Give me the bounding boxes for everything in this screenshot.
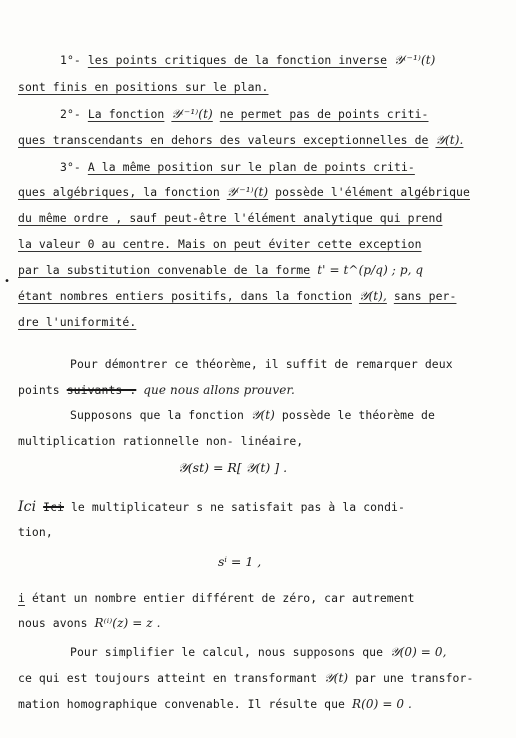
paragraph-3-text: le multiplicateur s ne satisfait pas à la condi-	[70, 500, 405, 514]
item-3-line-4: la valeur 0 au centre. Mais on peut éviter cette exception	[18, 237, 422, 251]
item-3-text-5a: par la substitution convenable de la forme	[18, 263, 311, 277]
item-2-line-1	[60, 106, 429, 122]
paragraph-5-handwritten-3: R(0) = 0 .	[351, 697, 412, 711]
item-3-line-2	[18, 184, 470, 200]
paragraph-3-line-2: tion,	[18, 525, 53, 539]
item-3-text-2b: possède l'élément algébrique	[275, 185, 470, 199]
paragraph-1-struck-text: suivants .	[66, 383, 137, 397]
paragraph-4-handwritten: R⁽ⁱ⁾(z) = z .	[94, 616, 161, 630]
item-2-line-2	[18, 132, 463, 148]
item-3-handwritten-1: 𝒴⁽⁻¹⁾(t)	[226, 185, 269, 199]
paragraph-1-line-2	[18, 382, 295, 398]
item-2-text-b: ne permet pas de points criti-	[219, 107, 429, 121]
item-2-handwritten-2: 𝒴(t).	[435, 133, 464, 147]
paragraph-1-line-1: Pour démontrer ce théorème, il suffit de remarquer deux	[70, 357, 453, 371]
paragraph-5-handwritten-1: 𝒴(0) = 0,	[390, 645, 447, 659]
paragraph-2-text-a: Supposons que la fonction	[70, 408, 244, 422]
item-1-handwritten: 𝒴⁽⁻¹⁾(t)	[394, 53, 436, 67]
paragraph-5-handwritten-2: 𝒴(t)	[324, 671, 349, 685]
item-3-number: 3°-	[60, 160, 81, 174]
item-3-line-7: dre l'uniformité.	[18, 315, 137, 329]
equation-multiplication: 𝒴(st) = R[ 𝒴(t) ] .	[178, 460, 288, 475]
paragraph-4-text: étant un nombre entier différent de zéro, car autrement	[31, 591, 415, 605]
paragraph-5-line-3	[18, 696, 412, 712]
paragraph-3-line-1	[18, 499, 405, 515]
item-1-number: 1°-	[60, 53, 81, 67]
paragraph-5-text-b: ce qui est toujours atteint en transformant	[18, 671, 318, 685]
paragraph-4-line-2	[18, 615, 161, 631]
item-3-text-1: A la même position sur le plan de points criti-	[87, 160, 415, 174]
item-3-text-6a: étant nombres entiers positifs, dans la fonction	[18, 289, 352, 303]
paragraph-1-handwritten: que nous allons prouver.	[143, 383, 295, 397]
item-3-text-6b: sans per-	[393, 289, 457, 303]
paragraph-5-line-1	[70, 644, 447, 660]
item-3-handwritten-3: 𝒴(t),	[358, 289, 387, 303]
equation-condition: sⁱ = 1 ,	[218, 554, 262, 569]
paragraph-3-struck-text: Ici	[43, 500, 64, 514]
item-2-text-c: ques transcendants en dehors des valeurs exceptionnelles de	[18, 133, 429, 147]
item-3-text-2a: ques algébriques, la fonction	[18, 185, 220, 199]
paragraph-2-line-1	[70, 407, 435, 423]
paragraph-5-text-a: Pour simplifier le calcul, nous supposons que	[70, 645, 384, 659]
item-3-line-5	[18, 262, 423, 278]
item-2-handwritten-1: 𝒴⁽⁻¹⁾(t)	[171, 107, 213, 121]
item-3-line-1	[60, 159, 415, 175]
paragraph-5-text-d: mation homographique convenable. Il résulte que	[18, 697, 346, 711]
paragraph-5-line-2	[18, 670, 473, 686]
margin-dot: •	[4, 276, 11, 287]
item-2-text-a: La fonction	[87, 107, 165, 121]
item-3-handwritten-2: t' = t^(p/q) ; p, q	[317, 263, 424, 277]
paragraph-2-text-b: possède le théorème de	[281, 408, 435, 422]
item-1-line-2: sont finis en positions sur le plan.	[18, 80, 269, 94]
paragraph-4-variable: i	[18, 591, 25, 605]
item-1-line-1	[60, 52, 435, 68]
paragraph-2-handwritten: 𝒴(t)	[250, 408, 275, 422]
paragraph-4-line-1	[18, 590, 415, 606]
paragraph-2-line-2: multiplication rationnelle non- linéaire,	[18, 434, 304, 448]
paragraph-1-text: points	[18, 383, 60, 397]
item-1-text: les points critiques de la fonction inverse	[87, 53, 388, 67]
paragraph-4-text-b: nous avons	[18, 616, 88, 630]
item-2-number: 2°-	[60, 107, 81, 121]
item-3-line-3: du même ordre , sauf peut-être l'élément analytique qui prend	[18, 211, 443, 225]
item-3-line-6	[18, 288, 456, 304]
paragraph-3-handwritten: Ici	[18, 499, 37, 515]
paragraph-5-text-c: par une transfor-	[355, 671, 474, 685]
